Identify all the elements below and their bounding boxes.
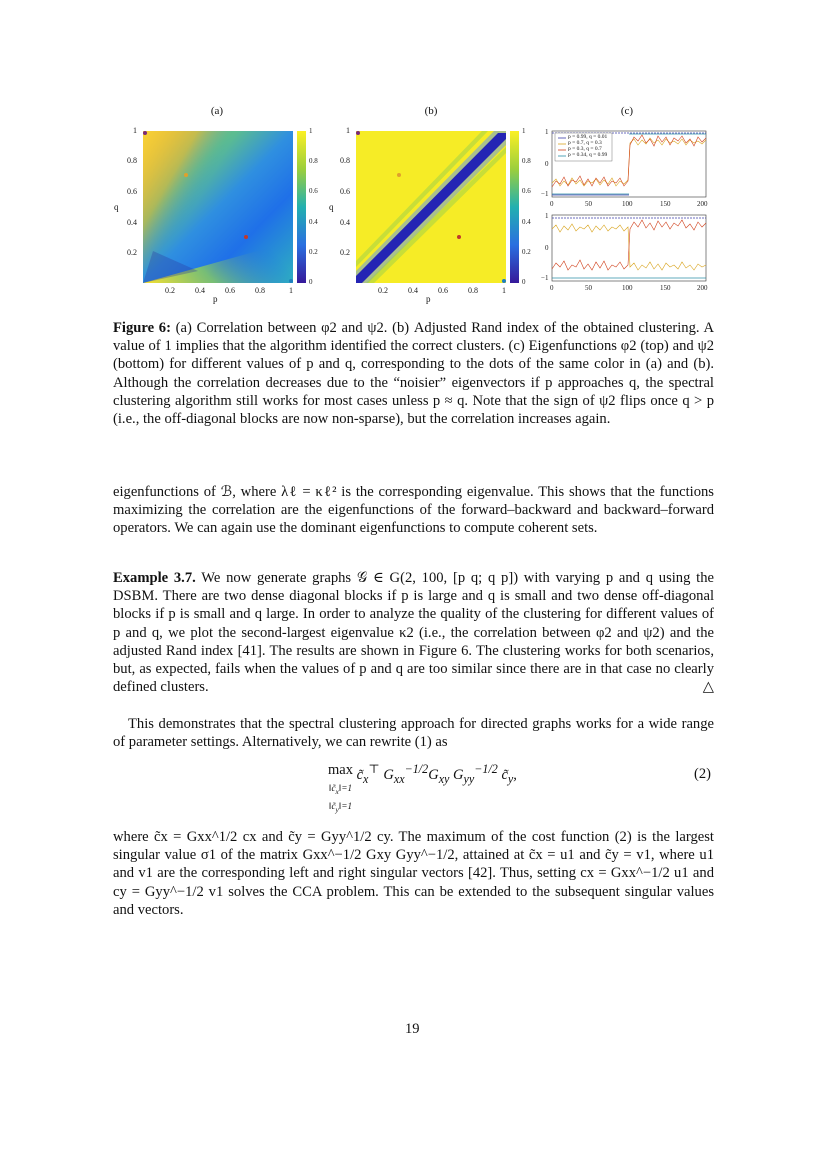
a-cb-1: 1 <box>309 127 313 135</box>
b-dot-orange <box>397 173 401 177</box>
equation-2-number: (2) <box>694 766 711 782</box>
a-ytick-02: 0.2 <box>127 248 137 257</box>
a-xtick-08: 0.8 <box>255 286 265 295</box>
a-ytick-04: 0.4 <box>127 218 137 227</box>
panel-a-label: (a) <box>210 105 224 117</box>
c-top-xtick-150: 150 <box>660 200 671 208</box>
b-ytick-02: 0.2 <box>340 248 350 257</box>
b-cb-02: 0.2 <box>522 248 531 256</box>
panel-c-label: (c) <box>620 105 634 117</box>
b-xtick-02: 0.2 <box>378 286 388 295</box>
b-xtick-06: 0.6 <box>438 286 448 295</box>
b-dot-red <box>457 235 461 239</box>
panel-b-colorbar <box>510 131 519 283</box>
c-bot-ytick-m1: −1 <box>541 274 549 282</box>
dot-orange <box>184 173 188 177</box>
a-cb-06: 0.6 <box>309 187 318 195</box>
a-cb-04: 0.4 <box>309 218 318 226</box>
c-bot-ytick-0: 0 <box>545 244 549 252</box>
equation-2: max $‖c̃_x‖=1$ $‖c̃_y‖=1$ $c̃_x^⊤$ $G_{xx}^{-1/2}G_{xy}$ $G_{yy}^{-1/2}$ $c̃_y$, <box>328 762 517 814</box>
a-ytick-1: 1 <box>133 126 137 135</box>
legend-entry-4: p = 0.34, q = 0.99 <box>568 152 608 158</box>
b-dot-blue <box>502 279 506 283</box>
figure-caption <box>113 319 714 428</box>
c-top-xtick-0: 0 <box>550 200 554 208</box>
a-cb-08: 0.8 <box>309 157 318 165</box>
c-top-xtick-100: 100 <box>622 200 633 208</box>
example-text: We now generate graphs 𝒢 ∈ G(2, 100, [p q; q p]) with varying p and q using the DSBM. There are two dense diagonal blocks if p is large and q is small and two dense off-diagonal blocks if p is small and q large. In order to analyze the quality of the clustering for different values of p and q, we plot the second-largest eigenvalue κ2 (i.e., the correlation between φ2 and ψ2) and the adjusted Rand index [41]. The results are shown in Figure 6. The clustering works for both scenarios, but, as expected, fails when the values of p and q are too similar since there are in that case no clearly defined clusters. <box>113 570 714 696</box>
b-xtick-1: 1 <box>502 286 506 295</box>
a-xtick-02: 0.2 <box>165 286 175 295</box>
page-number: 19 <box>405 1021 420 1037</box>
b-ytick-08: 0.8 <box>340 156 350 165</box>
example-end-mark: △ <box>702 679 714 696</box>
a-ylabel: q <box>114 202 119 212</box>
legend-entry-1: p = 0.99, q = 0.01 <box>568 134 608 140</box>
a-xlabel: p <box>213 294 218 304</box>
c-bot-xtick-50: 50 <box>585 284 592 292</box>
example-label: Example 3.7. <box>113 570 196 586</box>
dot-purple <box>143 131 147 135</box>
b-xlabel: p <box>426 294 431 304</box>
c-bot-xtick-100: 100 <box>622 284 633 292</box>
panel-b-label: (b) <box>424 105 438 117</box>
c-bot-xtick-200: 200 <box>697 284 708 292</box>
example-paragraph <box>113 569 714 696</box>
dot-blue <box>289 279 293 283</box>
b-ylabel: q <box>329 202 334 212</box>
c-top-xtick-200: 200 <box>697 200 708 208</box>
paragraph-3: where c̃x = Gxx^1/2 cx and c̃y = Gyy^1/2 cy. The maximum of the cost function (2) is the largest singular value σ1 of the matrix Gxx^−1/2 Gxy Gyy^−1/2, attained at c̃x = u1 and c̃y = v1, where u1 and v1 are the corresponding left and right singular vectors [42]. Thus, setting cx = Gxx^−1/2 u1 and cy = Gyy^−1/2 v1 solves the CCA problem. This can be extended to the subsequent singular values and vectors. <box>113 829 714 918</box>
caption-text: (a) Correlation between φ2 and ψ2. (b) Adjusted Rand index of the obtained clustering. A value of 1 implies that the algorithm identified the correct clusters. (c) Eigenfunctions φ2 (top) and ψ2 (bottom) for different values of p and q, corresponding to the dots of the same color in (a) and (b). Although the correlation decreases due to the “noisier” eigenvectors if p approaches q, the spectral clustering algorithm still works for most cases unless p ≈ q. Note that the sign of ψ2 flips once q > p (i.e., the off-diagonal blocks are now non-sparse), but the correlation increases again. <box>113 320 714 428</box>
paragraph-2: This demonstrates that the spectral clustering approach for directed graphs works for a wide range of parameter settings. Alternatively, we can rewrite (1) as <box>113 716 714 751</box>
b-cb-04: 0.4 <box>522 218 531 226</box>
c-bot-xtick-150: 150 <box>660 284 671 292</box>
b-cb-06: 0.6 <box>522 187 531 195</box>
b-ytick-06: 0.6 <box>340 187 350 196</box>
panel-c-bottom-plot <box>552 215 706 281</box>
a-ytick-08: 0.8 <box>127 156 137 165</box>
a-cb-0: 0 <box>309 278 313 286</box>
paragraph-1: eigenfunctions of ℬ, where λℓ = κℓ² is the corresponding eigenvalue. This shows that the functions maximizing the correlation are the eigenfunctions of the forward–backward and backward–forward operators. We can again use the dominant eigenfunctions to compute coherent sets. <box>113 484 714 537</box>
b-xtick-04: 0.4 <box>408 286 418 295</box>
dot-red <box>244 235 248 239</box>
b-ytick-1: 1 <box>346 126 350 135</box>
legend-entry-2: p = 0.7, q = 0.3 <box>568 140 602 146</box>
c-top-ytick-1: 1 <box>545 128 549 136</box>
b-cb-08: 0.8 <box>522 157 531 165</box>
panel-a-heatmap <box>143 131 293 283</box>
a-cb-02: 0.2 <box>309 248 318 256</box>
c-top-xtick-50: 50 <box>585 200 592 208</box>
c-top-ytick-0: 0 <box>545 160 549 168</box>
b-cb-0: 0 <box>522 278 526 286</box>
b-dot-purple <box>356 131 360 135</box>
caption-label: Figure 6: <box>113 320 171 336</box>
a-xtick-1: 1 <box>289 286 293 295</box>
c-bot-ytick-1: 1 <box>545 212 549 220</box>
legend-entry-3: p = 0.3, q = 0.7 <box>568 146 602 152</box>
a-xtick-04: 0.4 <box>195 286 205 295</box>
c-bot-xtick-0: 0 <box>550 284 554 292</box>
b-ytick-04: 0.4 <box>340 218 350 227</box>
a-xtick-06: 0.6 <box>225 286 235 295</box>
c-top-ytick-m1: −1 <box>541 190 549 198</box>
a-ytick-06: 0.6 <box>127 187 137 196</box>
b-cb-1: 1 <box>522 127 526 135</box>
panel-a-colorbar <box>297 131 306 283</box>
b-xtick-08: 0.8 <box>468 286 478 295</box>
panel-b-heatmap <box>356 131 506 283</box>
